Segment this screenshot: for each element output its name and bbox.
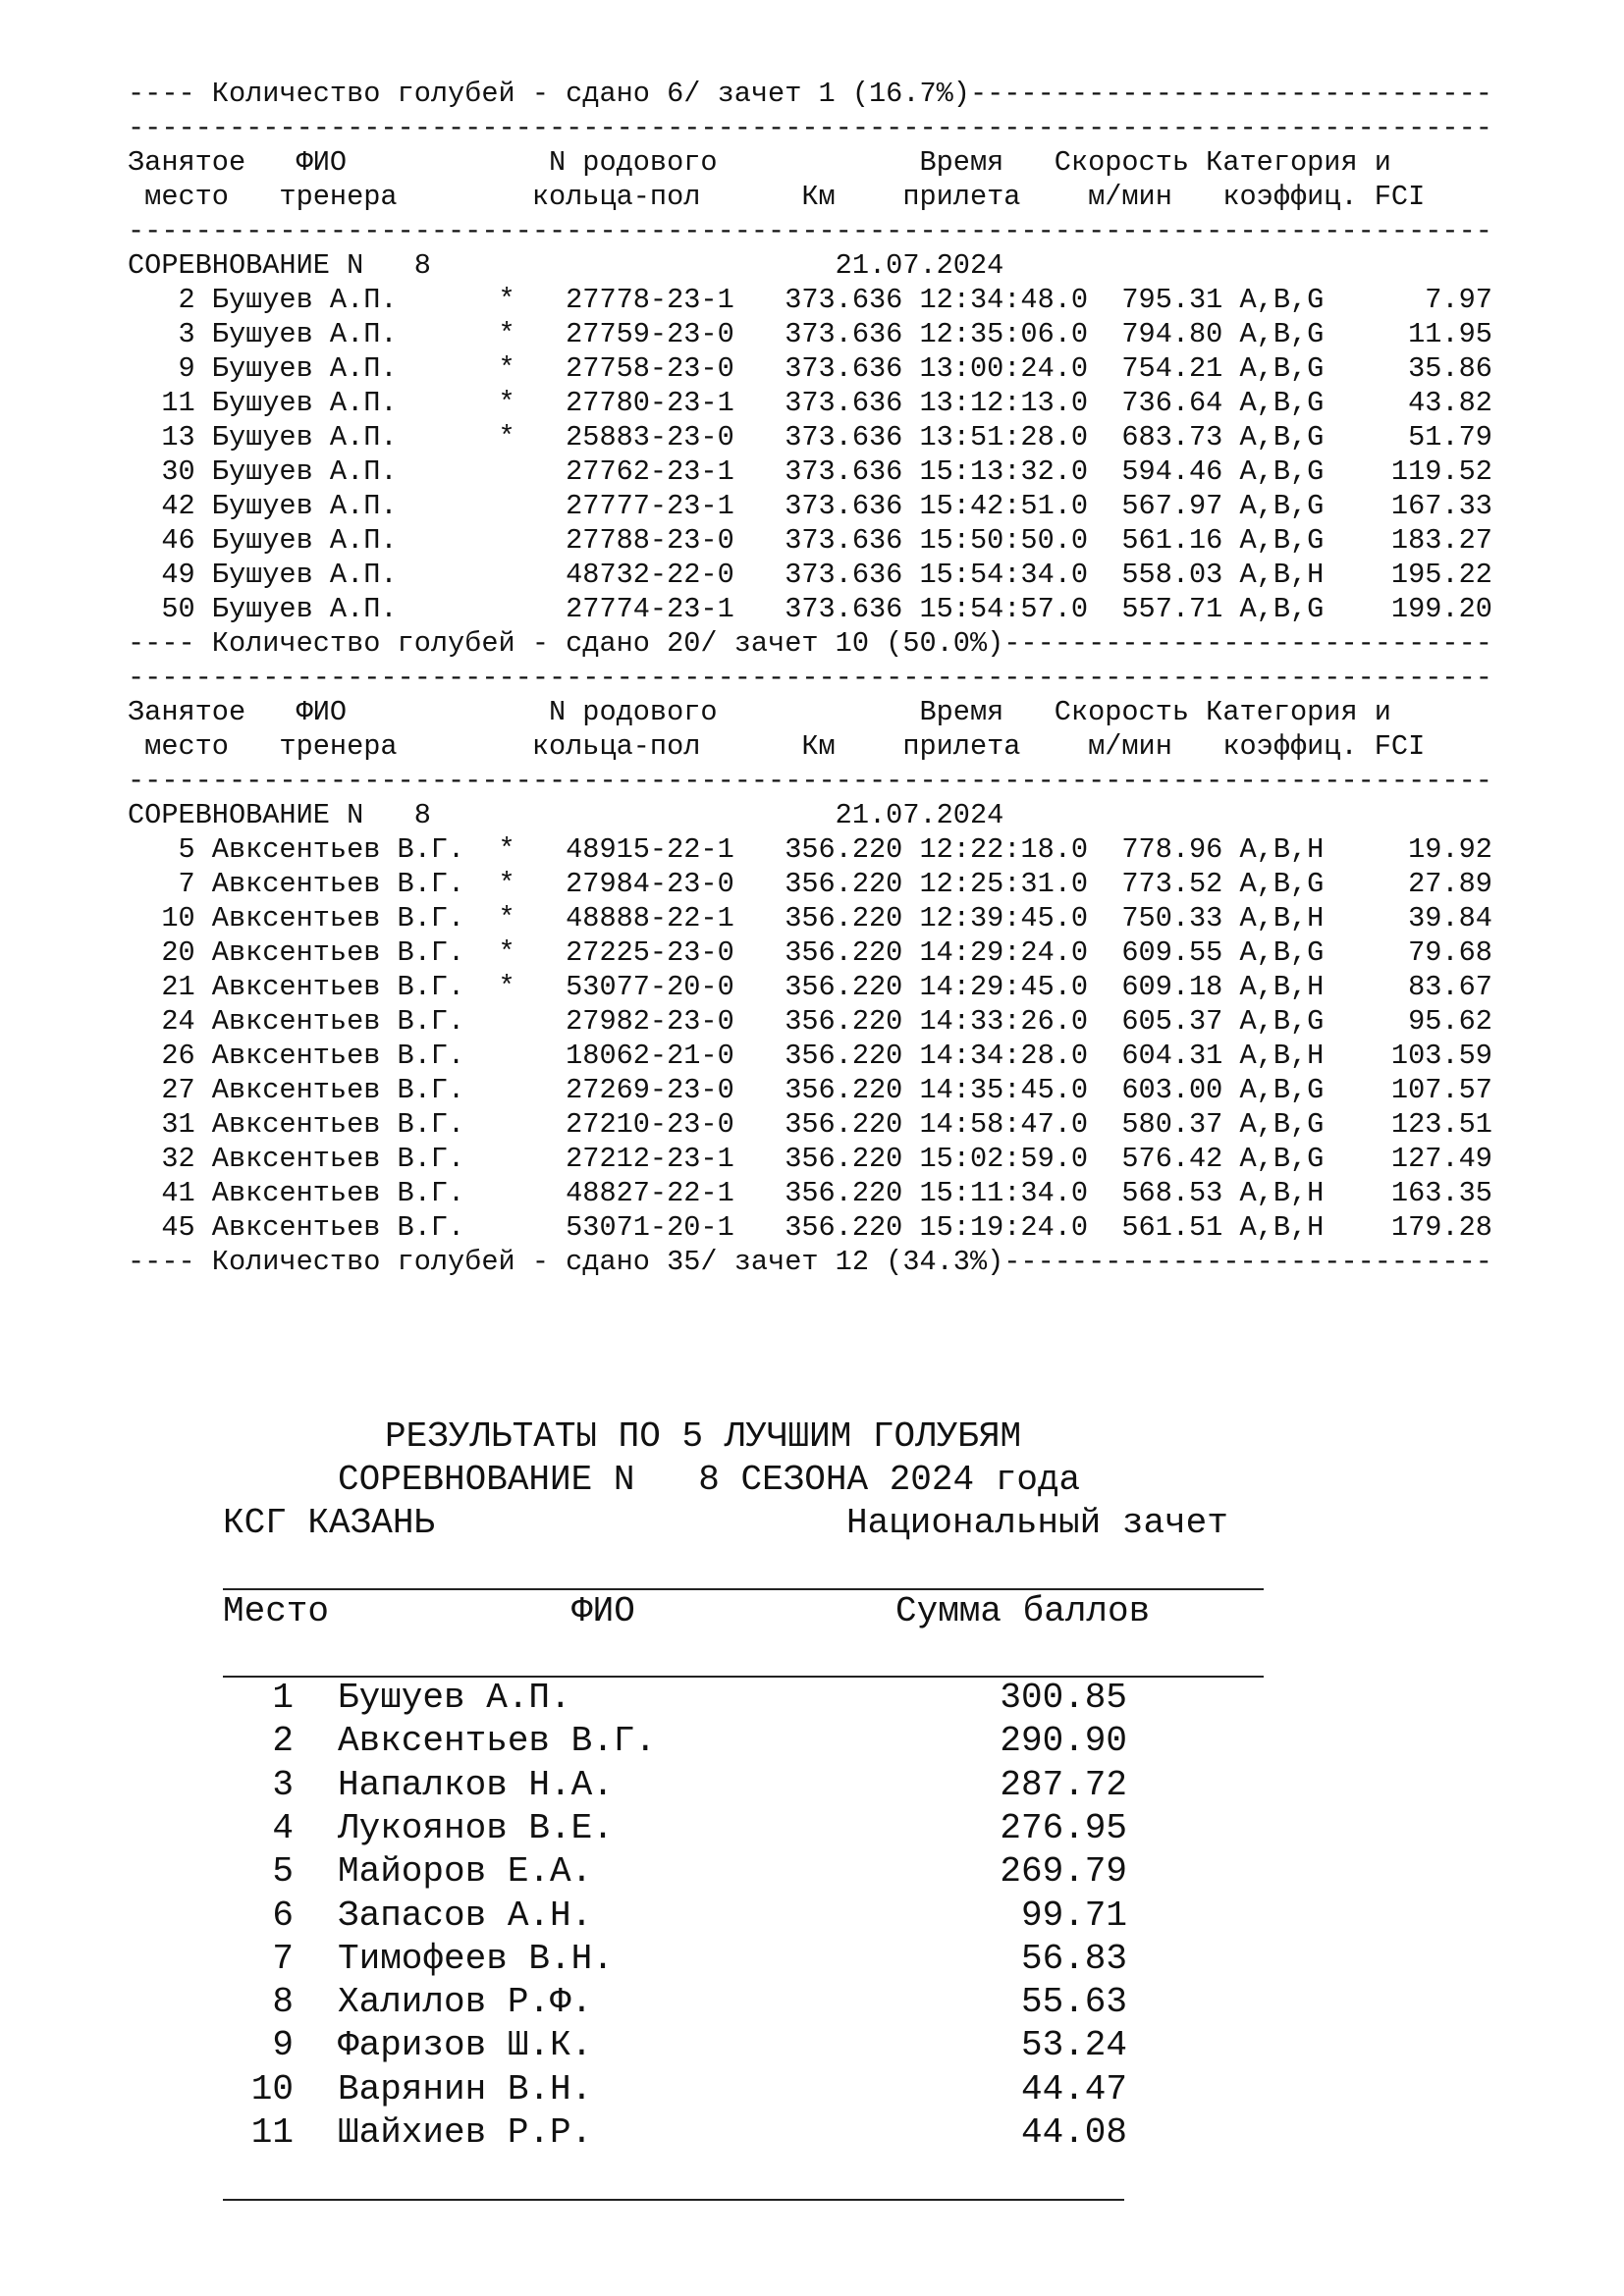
table-row: 41 Авксентьев В.Г. 48827-22-1 356.220 15:11:34.0 568.53 A,B,H 163.35 [128,1177,1492,1209]
result-sum: 44.47 [1020,2069,1127,2109]
result-sum: 56.83 [1020,1939,1127,1979]
results-subtitle: СОРЕВНОВАНИЕ N 8 СЕЗОНА 2024 года [338,1460,1081,1500]
table-row: 2 Бушуев А.П. * 27778-23-1 373.636 12:34:48.0 795.31 A,B,G 7.97 [128,284,1492,316]
result-sum: 287.72 [1000,1765,1127,1805]
table-row: 21 Авксентьев В.Г. * 53077-20-0 356.220 14:29:45.0 609.18 A,B,H 83.67 [128,971,1492,1003]
table-row: 5 Авксентьев В.Г. * 48915-22-1 356.220 12:22:18.0 778.96 A,B,H 19.92 [128,833,1492,866]
result-name: Майоров Е.А. [338,1851,593,1892]
table-row: 32 Авксентьев В.Г. 27212-23-1 356.220 15:02:59.0 576.42 A,B,G 127.49 [128,1143,1492,1175]
result-sum: 55.63 [1020,1982,1127,2022]
result-name: Запасов А.Н. [338,1896,593,1936]
club-name: КСГ КАЗАНЬ [223,1503,436,1543]
col-place-header: Место [223,1591,330,1631]
result-place: 4 [272,1808,294,1848]
table-row: 49 Бушуев А.П. 48732-22-0 373.636 15:54:34.0 558.03 A,B,H 195.22 [128,559,1492,591]
header-rule-bottom: --------------------------------------------------------------------------------- [128,765,1492,797]
table-row: 11 Бушуев А.П. * 27780-23-1 373.636 13:12:13.0 736.64 A,B,G 43.82 [128,387,1492,419]
result-name: Халилов Р.Ф. [338,1982,593,2022]
header-line-1: Занятое ФИО N родового Время Скорость Категория и [128,696,1391,728]
table-row: 42 Бушуев А.П. 27777-23-1 373.636 15:42:51.0 567.97 A,B,G 167.33 [128,490,1492,522]
table-row: 13 Бушуев А.П. * 25883-23-0 373.636 13:51:28.0 683.73 A,B,G 51.79 [128,421,1492,454]
result-place: 1 [272,1678,294,1718]
table-row: 20 Авксентьев В.Г. * 27225-23-0 356.220 14:29:24.0 609.55 A,B,G 79.68 [128,936,1492,969]
result-name: Авксентьев В.Г. [338,1721,657,1761]
result-name: Тимофеев В.Н. [338,1939,614,1979]
result-sum: 99.71 [1020,1896,1127,1936]
result-place: 8 [272,1982,294,2022]
result-name: Шайхиев Р.Р. [338,2112,593,2153]
result-sum: 300.85 [1000,1678,1127,1718]
header-line-1: Занятое ФИО N родового Время Скорость Категория и [128,146,1391,179]
table-row: 50 Бушуев А.П. 27774-23-1 373.636 15:54:57.0 557.71 A,B,G 199.20 [128,593,1492,625]
header-line-2: место тренера кольца-пол Км прилета м/мин коэффиц. FCI [128,181,1426,213]
header-rule-bottom: --------------------------------------------------------------------------------- [128,215,1492,247]
result-place: 2 [272,1721,294,1761]
table-row: 46 Бушуев А.П. 27788-23-0 373.636 15:50:50.0 561.16 A,B,G 183.27 [128,524,1492,557]
result-sum: 44.08 [1020,2112,1127,2153]
result-sum: 53.24 [1020,2025,1127,2065]
summary-line: ---- Количество голубей - сдано 35/ зачет 12 (34.3%)----------------------------- [128,1246,1492,1278]
competition-line: СОРЕВНОВАНИЕ N 8 21.07.2024 [128,799,1004,831]
table-row: 7 Авксентьев В.Г. * 27984-23-0 356.220 12:25:31.0 773.52 A,B,G 27.89 [128,868,1492,900]
header-line-2: место тренера кольца-пол Км прилета м/мин коэффиц. FCI [128,730,1426,763]
result-name: Варянин В.Н. [338,2069,593,2109]
result-place: 3 [272,1765,294,1805]
scope-label: Национальный зачет [846,1503,1228,1543]
competition-line: СОРЕВНОВАНИЕ N 8 21.07.2024 [128,249,1004,282]
header-rule: --------------------------------------------------------------------------------- [128,662,1492,694]
table-row: 10 Авксентьев В.Г. * 48888-22-1 356.220 12:39:45.0 750.33 A,B,H 39.84 [128,902,1492,934]
result-name: Бушуев А.П. [338,1678,571,1718]
result-name: Напалков Н.А. [338,1765,614,1805]
header-rule: --------------------------------------------------------------------------------- [128,112,1492,144]
table-row: 3 Бушуев А.П. * 27759-23-0 373.636 12:35:06.0 794.80 A,B,G 11.95 [128,318,1492,350]
table-row: 24 Авксентьев В.Г. 27982-23-0 356.220 14:33:26.0 605.37 A,B,G 95.62 [128,1005,1492,1038]
table-row: 31 Авксентьев В.Г. 27210-23-0 356.220 14:58:47.0 580.37 A,B,G 123.51 [128,1108,1492,1141]
result-name: Фаризов Ш.К. [338,2025,593,2065]
table-row: 27 Авксентьев В.Г. 27269-23-0 356.220 14:35:45.0 603.00 A,B,G 107.57 [128,1074,1492,1106]
results-rule-bottom [223,2199,1124,2201]
result-place: 11 [250,2112,294,2153]
col-name-header: ФИО [571,1591,635,1631]
summary-line: ---- Количество голубей - сдано 20/ зачет 10 (50.0%)----------------------------- [128,627,1492,660]
summary-line: ---- Количество голубей - сдано 6/ зачет 1 (16.7%)------------------------------- [128,78,1492,110]
table-row: 9 Бушуев А.П. * 27758-23-0 373.636 13:00:24.0 754.21 A,B,G 35.86 [128,352,1492,385]
table-row: 45 Авксентьев В.Г. 53071-20-1 356.220 15:19:24.0 561.51 A,B,H 179.28 [128,1211,1492,1244]
results-title: РЕЗУЛЬТАТЫ ПО 5 ЛУЧШИМ ГОЛУБЯМ [385,1416,1022,1457]
result-place: 5 [272,1851,294,1892]
result-place: 10 [250,2069,294,2109]
col-sum-header: Сумма баллов [895,1591,1151,1631]
result-sum: 269.79 [1000,1851,1127,1892]
result-place: 9 [272,2025,294,2065]
result-place: 7 [272,1939,294,1979]
table-row: 26 Авксентьев В.Г. 18062-21-0 356.220 14:34:28.0 604.31 A,B,H 103.59 [128,1040,1492,1072]
result-name: Лукоянов В.Е. [338,1808,614,1848]
result-sum: 290.90 [1000,1721,1127,1761]
result-place: 6 [272,1896,294,1936]
result-sum: 276.95 [1000,1808,1127,1848]
table-row: 30 Бушуев А.П. 27762-23-1 373.636 15:13:32.0 594.46 A,B,G 119.52 [128,455,1492,488]
